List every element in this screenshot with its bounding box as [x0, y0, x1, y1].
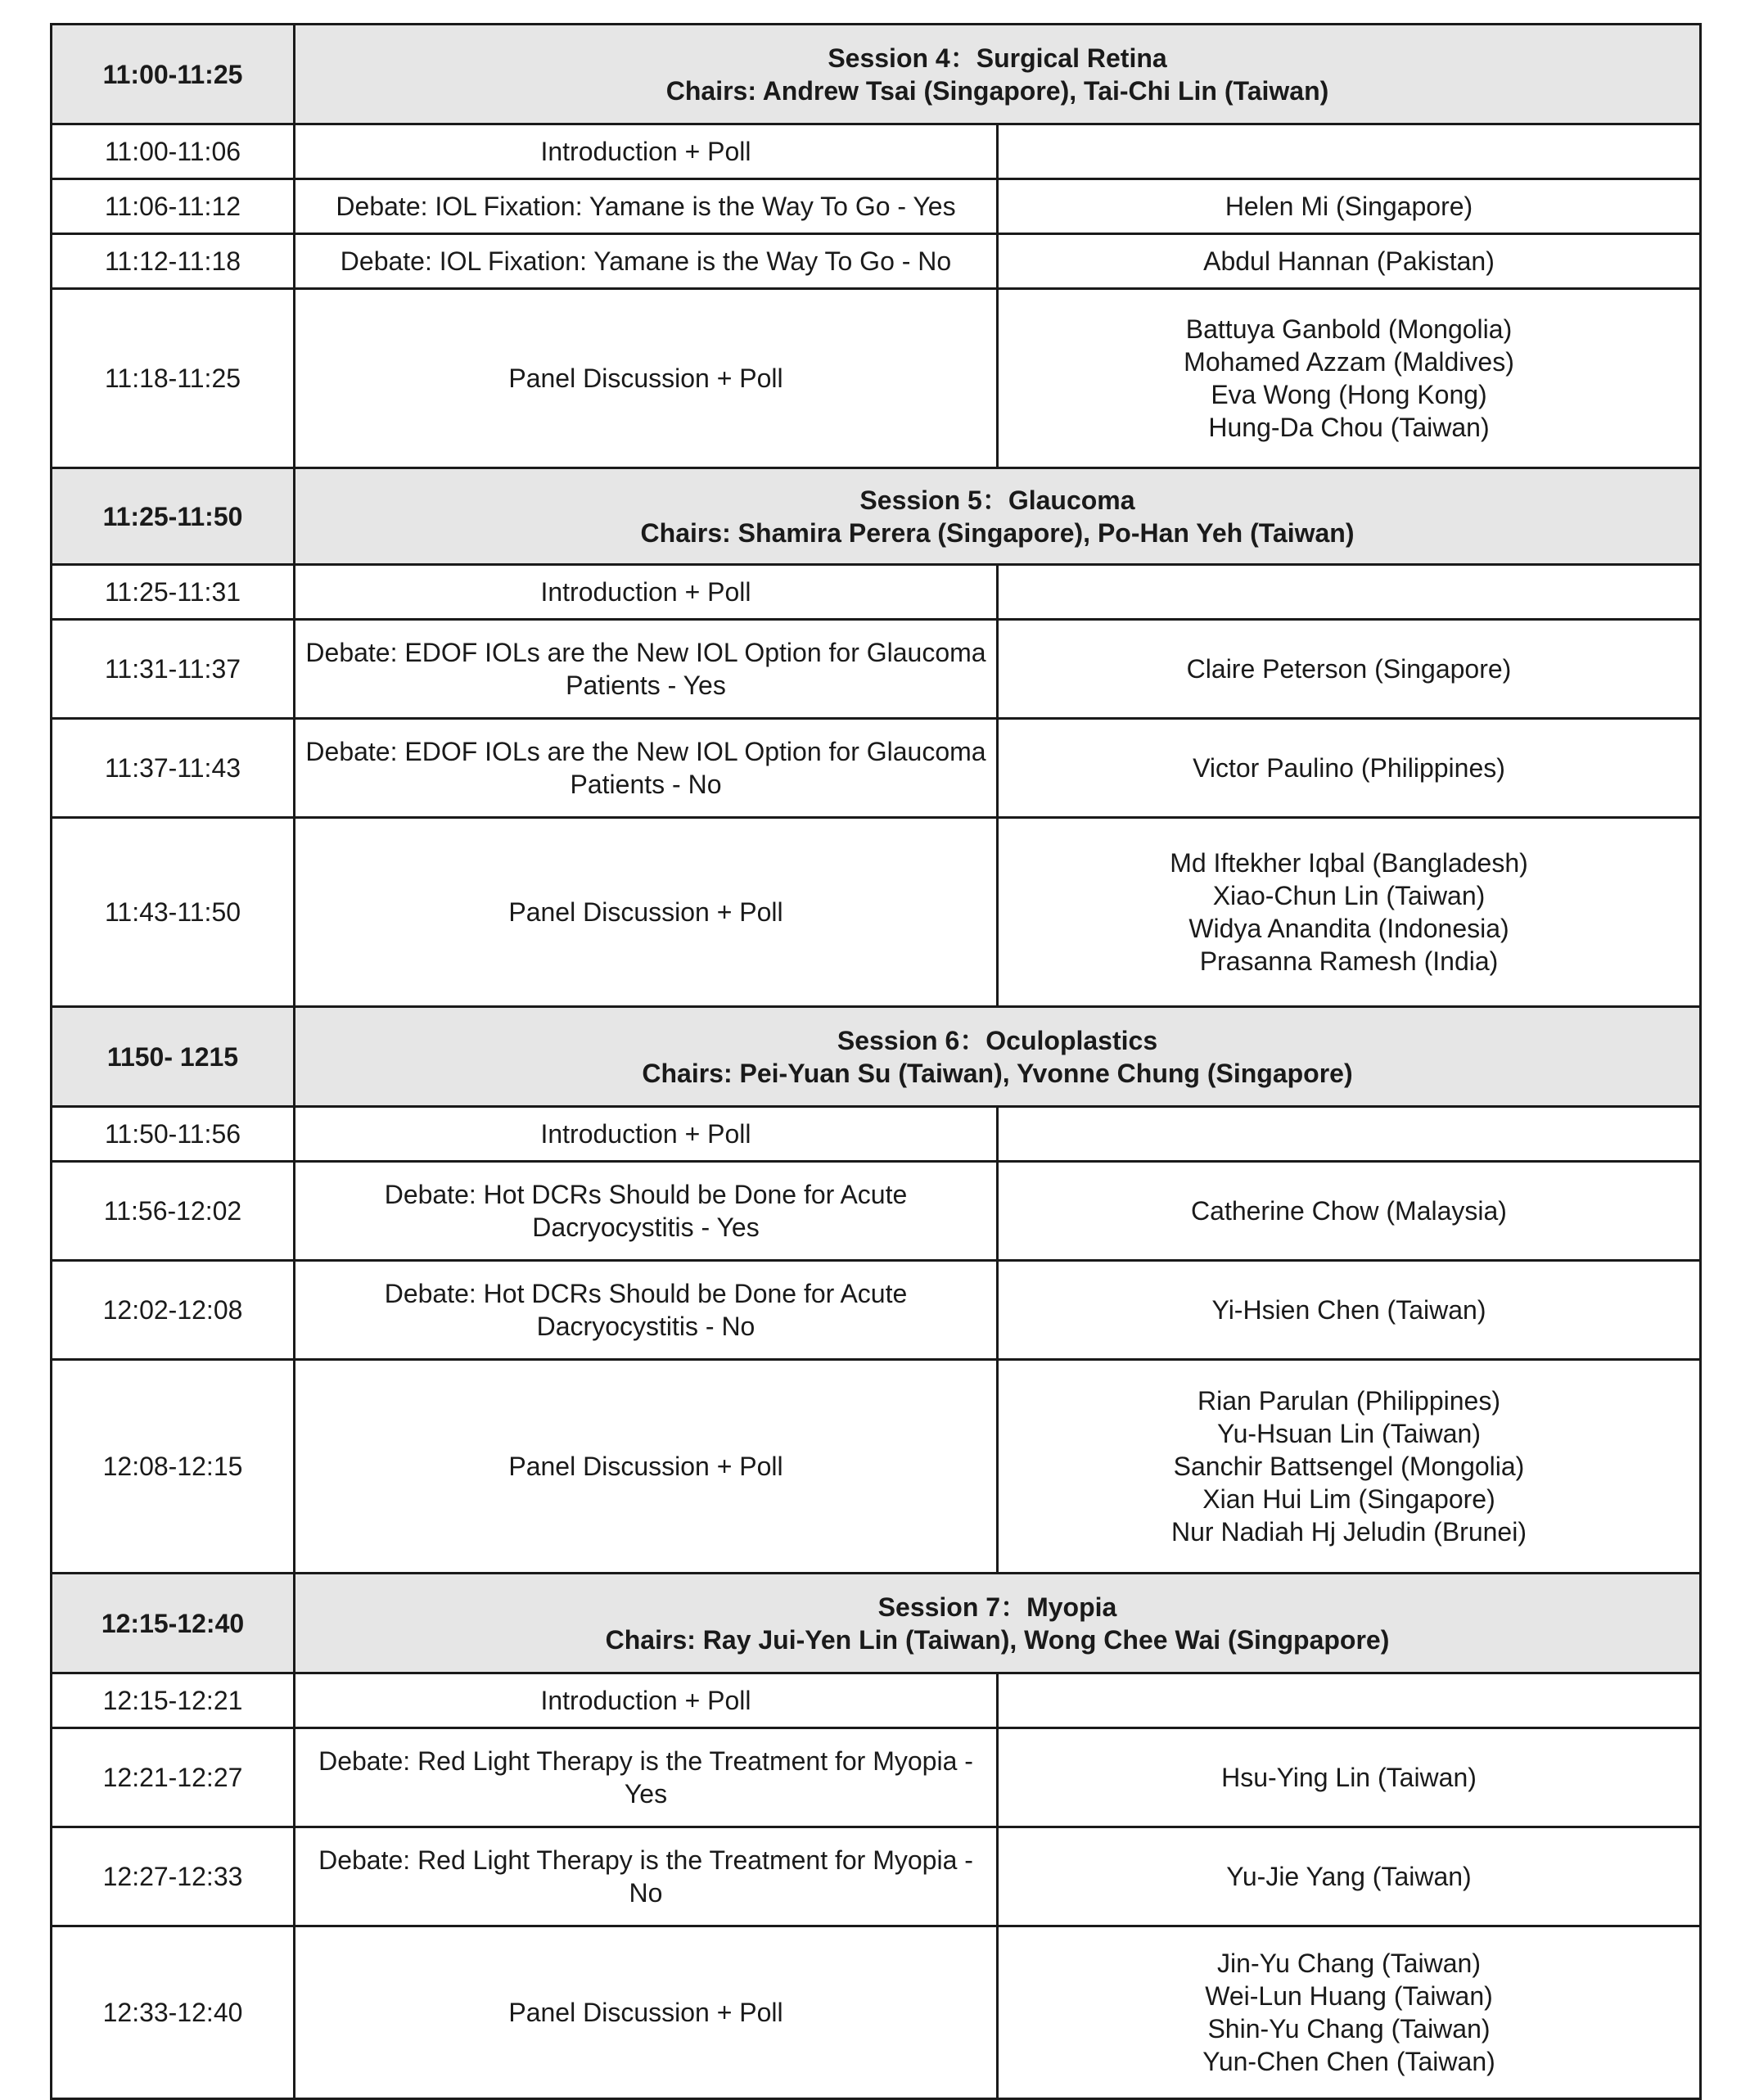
topic-line: Yes — [624, 1779, 668, 1809]
topic-line: Introduction + Poll — [540, 1686, 751, 1715]
speaker-name: Victor Paulino (Philippines) — [1193, 753, 1505, 783]
agenda-topic — [295, 1673, 998, 1728]
agenda-topic — [295, 179, 998, 234]
agenda-row — [52, 1728, 1701, 1827]
session-title-cell — [295, 1007, 1701, 1107]
speaker-name: Xian Hui Lim (Singapore) — [1202, 1484, 1495, 1514]
session-title: Session 5：Glaucoma — [859, 485, 1135, 515]
agenda-row — [52, 1827, 1701, 1926]
agenda-time: 11:31-11:37 — [52, 620, 295, 719]
agenda-speakers — [998, 818, 1701, 1007]
session-title: Session 7：Myopia — [877, 1592, 1117, 1622]
agenda-time: 11:37-11:43 — [52, 719, 295, 818]
speaker-name: Eva Wong (Hong Kong) — [1211, 380, 1487, 409]
session-time: 11:25-11:50 — [52, 468, 295, 565]
speaker-name: Shin-Yu Chang (Taiwan) — [1207, 2014, 1491, 2044]
topic-line: Introduction + Poll — [540, 137, 751, 166]
session-time: 12:15-12:40 — [52, 1574, 295, 1673]
session-title: Session 6：Oculoplastics — [837, 1025, 1158, 1055]
agenda-row — [52, 1926, 1701, 2099]
agenda-speakers — [998, 179, 1701, 234]
agenda-time: 11:50-11:56 — [52, 1107, 295, 1162]
agenda-topic — [295, 234, 998, 289]
agenda-time: 11:12-11:18 — [52, 234, 295, 289]
agenda-speakers — [998, 289, 1701, 468]
topic-line: Panel Discussion + Poll — [508, 1452, 783, 1481]
agenda-speakers — [998, 124, 1701, 179]
topic-line: Patients - Yes — [566, 671, 726, 700]
agenda-speakers — [998, 1827, 1701, 1926]
agenda-speakers — [998, 1261, 1701, 1360]
agenda-topic — [295, 1827, 998, 1926]
speaker-name: Yun-Chen Chen (Taiwan) — [1202, 2047, 1495, 2076]
topic-line: Dacryocystitis - Yes — [532, 1213, 760, 1242]
speaker-name: Nur Nadiah Hj Jeludin (Brunei) — [1171, 1517, 1527, 1547]
agenda-speakers — [998, 1673, 1701, 1728]
speaker-name: Claire Peterson (Singapore) — [1186, 654, 1512, 684]
speaker-name: Abdul Hannan (Pakistan) — [1203, 246, 1495, 276]
topic-line: Introduction + Poll — [540, 577, 751, 607]
agenda-topic — [295, 289, 998, 468]
agenda-topic — [295, 1360, 998, 1574]
agenda-time: 12:08-12:15 — [52, 1360, 295, 1574]
agenda-speakers — [998, 1926, 1701, 2099]
speaker-name: Mohamed Azzam (Maldives) — [1184, 347, 1514, 377]
speaker-name: Md Iftekher Iqbal (Bangladesh) — [1170, 848, 1528, 878]
session-chairs: Chairs: Shamira Perera (Singapore), Po-Han Yeh (Taiwan) — [640, 517, 1355, 548]
session-title-cell — [295, 468, 1701, 565]
topic-line: Debate: EDOF IOLs are the New IOL Option for Glaucoma — [305, 737, 986, 766]
session-header-row — [52, 1007, 1701, 1107]
speaker-name: Hung-Da Chou (Taiwan) — [1208, 413, 1490, 442]
session-title: Session 4：Surgical Retina — [828, 43, 1167, 73]
agenda-time: 11:25-11:31 — [52, 565, 295, 620]
agenda-row — [52, 565, 1701, 620]
agenda-row — [52, 179, 1701, 234]
speaker-name: Jin-Yu Chang (Taiwan) — [1217, 1949, 1481, 1978]
agenda-speakers — [998, 1360, 1701, 1574]
agenda-speakers — [998, 1107, 1701, 1162]
agenda-time: 12:02-12:08 — [52, 1261, 295, 1360]
session-header-row — [52, 1574, 1701, 1673]
topic-line: Panel Discussion + Poll — [508, 364, 783, 393]
speaker-name: Xiao-Chun Lin (Taiwan) — [1212, 881, 1486, 910]
agenda-topic — [295, 719, 998, 818]
agenda-row — [52, 1673, 1701, 1728]
agenda-time: 11:56-12:02 — [52, 1162, 295, 1261]
topic-line: Introduction + Poll — [540, 1119, 751, 1149]
speaker-name: Yu-Hsuan Lin (Taiwan) — [1217, 1419, 1481, 1448]
topic-line: Debate: IOL Fixation: Yamane is the Way To Go - No — [340, 246, 952, 276]
speaker-name: Yi-Hsien Chen (Taiwan) — [1211, 1295, 1486, 1325]
agenda-time: 12:27-12:33 — [52, 1827, 295, 1926]
agenda-speakers — [998, 1728, 1701, 1827]
agenda-topic — [295, 1926, 998, 2099]
session-title-cell — [295, 25, 1701, 124]
agenda-topic — [295, 565, 998, 620]
topic-line: No — [629, 1878, 663, 1908]
speaker-name: Wei-Lun Huang (Taiwan) — [1205, 1981, 1493, 2011]
agenda-time: 11:06-11:12 — [52, 179, 295, 234]
agenda-time: 11:43-11:50 — [52, 818, 295, 1007]
agenda-row — [52, 1360, 1701, 1574]
topic-line: Debate: Red Light Therapy is the Treatment for Myopia - — [318, 1845, 973, 1875]
speaker-name: Rian Parulan (Philippines) — [1197, 1386, 1500, 1416]
schedule-body — [52, 25, 1701, 2099]
schedule-table — [50, 23, 1702, 2100]
agenda-speakers — [998, 1162, 1701, 1261]
agenda-topic — [295, 620, 998, 719]
agenda-speakers — [998, 719, 1701, 818]
topic-line: Patients - No — [570, 770, 722, 799]
agenda-time: 12:33-12:40 — [52, 1926, 295, 2099]
agenda-speakers — [998, 234, 1701, 289]
speaker-name: Yu-Jie Yang (Taiwan) — [1226, 1862, 1472, 1891]
session-header-row — [52, 25, 1701, 124]
agenda-topic — [295, 1728, 998, 1827]
session-header-row — [52, 468, 1701, 565]
speaker-name: Catherine Chow (Malaysia) — [1191, 1196, 1507, 1226]
agenda-row — [52, 719, 1701, 818]
topic-line: Panel Discussion + Poll — [508, 1998, 783, 2027]
session-chairs: Chairs: Pei-Yuan Su (Taiwan), Yvonne Chung (Singapore) — [642, 1058, 1353, 1088]
agenda-topic — [295, 1107, 998, 1162]
agenda-topic — [295, 124, 998, 179]
session-chairs: Chairs: Ray Jui-Yen Lin (Taiwan), Wong Chee Wai (Singpapore) — [605, 1624, 1390, 1655]
speaker-name: Battuya Ganbold (Mongolia) — [1185, 314, 1513, 344]
speaker-name: Widya Anandita (Indonesia) — [1188, 914, 1509, 943]
agenda-row — [52, 234, 1701, 289]
topic-line: Debate: IOL Fixation: Yamane is the Way To Go - Yes — [336, 192, 956, 221]
agenda-time: 12:15-12:21 — [52, 1673, 295, 1728]
agenda-topic — [295, 1162, 998, 1261]
agenda-row — [52, 818, 1701, 1007]
agenda-topic — [295, 1261, 998, 1360]
agenda-row — [52, 1107, 1701, 1162]
agenda-speakers — [998, 620, 1701, 719]
session-time: 1150- 1215 — [52, 1007, 295, 1107]
session-chairs: Chairs: Andrew Tsai (Singapore), Tai-Chi Lin (Taiwan) — [665, 75, 1329, 106]
topic-line: Debate: Hot DCRs Should be Done for Acute — [384, 1279, 908, 1308]
speaker-name: Sanchir Battsengel (Mongolia) — [1173, 1452, 1525, 1481]
topic-line: Debate: EDOF IOLs are the New IOL Option for Glaucoma — [305, 638, 986, 667]
agenda-topic — [295, 818, 998, 1007]
agenda-speakers — [998, 565, 1701, 620]
topic-line: Debate: Red Light Therapy is the Treatment for Myopia - — [318, 1746, 973, 1776]
agenda-row — [52, 620, 1701, 719]
agenda-time: 11:18-11:25 — [52, 289, 295, 468]
agenda-row — [52, 1261, 1701, 1360]
agenda-row — [52, 1162, 1701, 1261]
session-title-cell — [295, 1574, 1701, 1673]
topic-line: Panel Discussion + Poll — [508, 897, 783, 927]
session-time: 11:00-11:25 — [52, 25, 295, 124]
topic-line: Debate: Hot DCRs Should be Done for Acute — [384, 1180, 908, 1209]
agenda-time: 11:00-11:06 — [52, 124, 295, 179]
speaker-name: Helen Mi (Singapore) — [1225, 192, 1473, 221]
speaker-name: Hsu-Ying Lin (Taiwan) — [1221, 1763, 1477, 1792]
agenda-row — [52, 289, 1701, 468]
agenda-row — [52, 124, 1701, 179]
topic-line: Dacryocystitis - No — [536, 1312, 755, 1341]
speaker-name: Prasanna Ramesh (India) — [1199, 946, 1499, 976]
agenda-time: 12:21-12:27 — [52, 1728, 295, 1827]
